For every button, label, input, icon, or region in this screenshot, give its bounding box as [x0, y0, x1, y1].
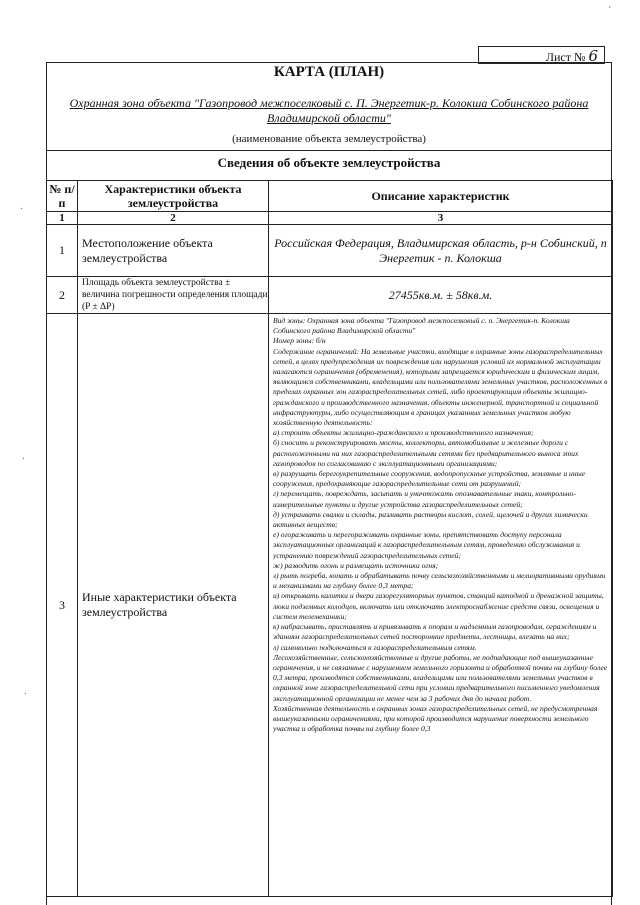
column-number: 2: [78, 212, 269, 225]
text-line: д) устраивать свалки и склады, разливать растворы кислот, солей, щелочей и других химически активных веществ;: [273, 509, 588, 530]
table-row: [47, 277, 613, 314]
table-row: [47, 314, 613, 897]
text-line: ж) разводить огонь и размещать источники огня;: [273, 560, 439, 570]
object-info-table: [46, 180, 613, 897]
scan-mark: ˊ: [608, 6, 612, 17]
column-number: 1: [47, 212, 78, 225]
text-line: л) самовольно подключаться к газораспределительным сетям.: [273, 642, 477, 652]
row-characteristic: Иные характеристики объекта землеустройства: [78, 314, 269, 897]
restrictions-text: [273, 316, 608, 896]
row-number: 3: [47, 314, 78, 897]
row-characteristic: Местоположение объекта землеустройства: [78, 225, 269, 277]
row-description-text: [269, 314, 613, 897]
row-characteristic: Площадь объекта землеустройства ± величина погрешности определения площади (P ± ΔP): [78, 277, 269, 314]
table-row: [47, 225, 613, 277]
table-header-row: [47, 181, 613, 212]
text-line: в) разрушать берегоукрепительные сооружения, водопропускные устройства, земляные и иные сооружения, предохраняющие газораспределительные сети от разрушений;: [273, 469, 586, 489]
column-number-row: [47, 212, 613, 225]
text-line: Хозяйственная деятельность в охранных зонах газораспределительных сетей, не предусмотренная вышеуказанными ограничениями, при которой производится нарушение поверхности земельного участка и обработка почвы на глубину более 0,3: [273, 703, 598, 734]
object-name-caption: (наименование объекта землеустройства): [232, 133, 426, 145]
row-number: 1: [47, 225, 78, 277]
section-title: Сведения об объекте землеустройства: [217, 155, 441, 170]
text-line: б) сносить и реконструировать мосты, коллекторы, автомобильные и железные дороги с расположенными на них газораспределительными сетями без предварительного выноса этих газопроводов по согласованию с эксплуатационными организациями;: [273, 438, 579, 468]
header-num: № п/п: [47, 181, 78, 212]
text-line: Лесохозяйственные, сельскохозяйственные и другие работы, не подпадающие под вышеуказанные ограничения, и не связанные с нарушением земельного горизонта и обработкой почвы на глубину более 0,3 метра, производятся собственниками, владельцами или пользователями земельных участков в охранной зоне газораспределительной сети при условии предварительного письменного уведомления эксплуатационной организации не менее чем за 3 рабочих дня до начала работ.: [273, 652, 608, 703]
text-line: Номер зоны: б/н: [273, 336, 326, 346]
text-line: к) набрасывать, приставлять и привязывать к опорам и надземным газопроводам, ограждениям и зданиям газораспределительных сетей посторонние предметы, лестницы, влезать на них;: [273, 622, 597, 642]
divider-line: [46, 150, 612, 151]
text-line: а) строить объекты жилищно-гражданского и производственного назначения;: [273, 428, 534, 438]
scan-mark: ˑ: [20, 205, 23, 216]
header-characteristics: Характеристики объекта землеустройства: [78, 181, 269, 212]
scan-mark: ˑ: [24, 690, 27, 701]
row-description: Российская Федерация, Владимирская область, р-н Собинский, п Энергетик - п. Колокша: [269, 225, 613, 277]
scan-mark: ˑ: [22, 455, 25, 466]
column-number: 3: [269, 212, 613, 225]
object-name: Охранная зона объекта "Газопровод межпоселковый с. П. Энергетик-р. Колокша Собинского района Владимирской области": [69, 96, 589, 125]
text-line: з) рыть погреба, копать и обрабатывать почву сельскохозяйственными и мелиоративными орудиями и механизмами на глубину более 0,3 метра;: [273, 571, 606, 591]
text-line: е) огораживать и перегораживать охранные зоны, препятствовать доступу персонала эксплуатационных организаций к газораспределительным сетям, проведению обслуживания и устранению повреждений газораспределительных сетей;: [273, 530, 580, 560]
row-description: 27455кв.м. ± 58кв.м.: [269, 277, 613, 314]
sheet-number: 6: [588, 47, 598, 65]
text-line: и) открывать калитки и двери газорегуляторных пунктов, станций катодной и дренажной защиты, люки подземных колодцев, включать или отключать электроснабжение средств связи, освещения и систем телемеханики;: [273, 591, 604, 621]
text-line: Содержание ограничений: На земельные участки, входящие в охранные зоны газораспределительных сетей, в целях предупреждения их повреждения или нарушения условий их нормальной эксплуатации налагаются ограничения (обременения), которыми запрещается юридическим и физическим лицам, являющимся собственниками, владельцами или пользователями земельных участков, расположенных в пределах охранных зон газораспределительных сетей, либо проектирующим объекты жилищно-гражданского и производственного назначения, объекты инженерной, транспортной и социальной инфраструктуры, либо осуществляющим в границах указанных земельных участков любую хозяйственную деятельность:: [273, 346, 608, 428]
row-number: 2: [47, 277, 78, 314]
sheet-label: Лист №: [545, 50, 586, 64]
document-title: КАРТА (ПЛАН): [273, 64, 385, 80]
header-description: Описание характеристик: [269, 181, 613, 212]
text-line: г) перемещать, повреждать, засыпать и уничтожать опознавательные знаки, контрольно-измерительные пункты и другие устройства газораспределительных сетей;: [273, 489, 576, 509]
text-line: Вид зоны: Охранная зона объекта "Газопровод межпоселковый с. п. Энергетик-п. Колокша Собинского района Владимирской области": [273, 316, 570, 336]
